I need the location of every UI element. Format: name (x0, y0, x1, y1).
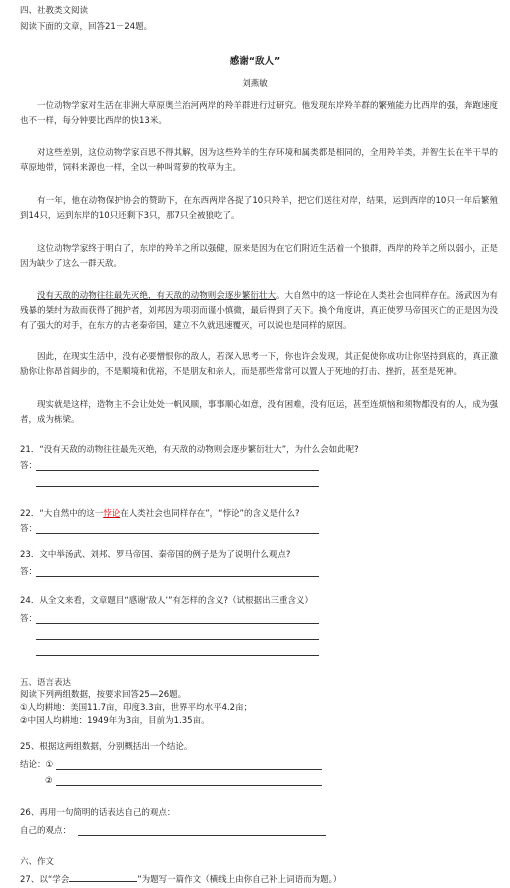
q27-text-a: 27、以“学会 (20, 875, 70, 885)
question-26: 26、再用一句简明的话表达自己的观点： (20, 808, 176, 818)
conclusion-label-1: 结论：① (20, 760, 54, 770)
q27-text-b: ”为题写一篇作文（横线上由你自己补上词语而为题。） (137, 875, 342, 885)
q22-text-b: 在人类社会也同样存在”，“悖论”的含义是什么? (120, 509, 300, 519)
answer-line-21a[interactable] (36, 470, 319, 471)
data-line-2: ②中国人均耕地：1949年为3亩，目前为1.35亩。 (20, 716, 210, 726)
paragraph-5-rest: 。大自然中的这一悖论在人类社会也同样存在。汤武因为有残暴的桀纣为敌而获得了拥护者，刘邦因为项羽而谨小慎微，最后得到了天下。换个角度讲，真正使罗马帝国灭亡的正是因为没有了强大的对手，在东方的古老秦帝国，建立不久就迅速覆灭，可以说也是同样的原因。 (20, 291, 498, 331)
essay-title-blank[interactable] (69, 872, 137, 882)
conclusion-label-2: ② (45, 776, 53, 786)
question-22 (20, 508, 299, 520)
answer-line-21b[interactable] (36, 486, 319, 487)
question-23: 23．文中举汤武、刘邦、罗马帝国、秦帝国的例子是为了说明什么观点? (20, 550, 291, 560)
article-title: 感谢“敌人” (229, 56, 281, 67)
question-25: 25、根据这两组数据，分别概括出一个结论。 (20, 742, 193, 752)
question-24: 24．从全文来看，文章题目“感谢‘敌人’”有怎样的含义?（试根据出三重含义） (20, 596, 314, 606)
answer-line-22[interactable] (36, 533, 319, 534)
question-21: 21．“没有天敌的动物往往最先灭绝，有天敌的动物则会逐步繁衍壮大”，为什么会如此呢? (20, 445, 359, 455)
section5-instruction: 阅读下列两组数据，按要求回答25—26题。 (20, 690, 187, 700)
paragraph-1: 一位动物学家对生活在非洲大草原奥兰治河两岸的羚羊群进行过研究。他发现东岸羚羊群的繁殖能力比西岸的强，奔跑速度也不一样，每分钟要比西岸的快13米。 (20, 101, 498, 126)
question-27 (20, 872, 341, 886)
answer-label-21: 答： (20, 461, 38, 471)
underlined-thesis: 没有天敌的动物往往最先灭绝，有天敌的动物则会逐步繁衍壮大 (37, 291, 277, 301)
paragraph-2: 对这些差别，这位动物学家百思不得其解，因为这些羚羊的生存环境和属类都是相同的，全用羚羊类，并智生长在半干旱的草原地带，饲料来源也一样，全以一种叫莺萝的牧草为主。 (20, 148, 498, 173)
answer-line-24b[interactable] (36, 639, 319, 640)
paragraph-6: 因此，在现实生活中，没有必要憎恨你的敌人，若深入思考一下，你也许会发现，其正促使你成功让你坚持到底的，真正激励你让你昂首阔步的，不是顺境和优裕，不是朋友和亲人，而是那些常常可以置人于死地的打击、挫折，甚至是死神。 (20, 352, 498, 377)
paragraph-5 (20, 289, 498, 334)
article-author: 刘燕敏 (242, 79, 268, 89)
answer-line-23[interactable] (36, 576, 319, 577)
section6-heading: 六、作文 (20, 857, 55, 867)
paragraph-7: 现实就是这样，造物主不会让处处一帆风顺，事事顺心如意，没有困难，没有厄运，甚至连烦恼和须物都没有的人，成为强者，成为栋梁。 (20, 400, 498, 425)
q22-keyword: 悖论 (103, 509, 121, 519)
answer-label-22: 答： (20, 524, 38, 534)
section5-heading: 五、语言表达 (20, 678, 72, 688)
answer-line-24c[interactable] (36, 655, 319, 656)
paragraph-4: 这位动物学家终于明白了，东岸的羚羊之所以强健，原来是因为在它们附近生活着一个狼群，西岸的羚羊之所以弱小，正是因为缺少了这么一群天敌。 (20, 244, 498, 269)
answer-line-24a[interactable] (36, 623, 319, 624)
data-line-1: ①人均耕地：美国11.7亩，印度3.3亩，世界平均水平4.2亩； (20, 703, 253, 713)
answer-label-23: 答： (20, 567, 38, 577)
paragraph-3: 有一年，他在动物保护协会的赞助下，在东西两岸各捉了10只羚羊，把它们送往对岸，结果，运到西岸的10只一年后繁殖到14只，运到东岸的10只还剩下3只，那7只全被狼吃了。 (20, 196, 498, 221)
section4-instruction: 阅读下面的文章，回答21－24题。 (20, 22, 153, 32)
q22-text-a: 22．“大自然中的这一 (20, 509, 104, 519)
own-view-line[interactable] (78, 835, 326, 836)
answer-label-24: 答： (20, 614, 38, 624)
own-view-label: 自己的观点： (20, 826, 72, 836)
section4-heading: 四、社教类文阅读 (20, 6, 89, 16)
conclusion-line-1[interactable] (56, 769, 322, 770)
conclusion-line-2[interactable] (56, 785, 322, 786)
